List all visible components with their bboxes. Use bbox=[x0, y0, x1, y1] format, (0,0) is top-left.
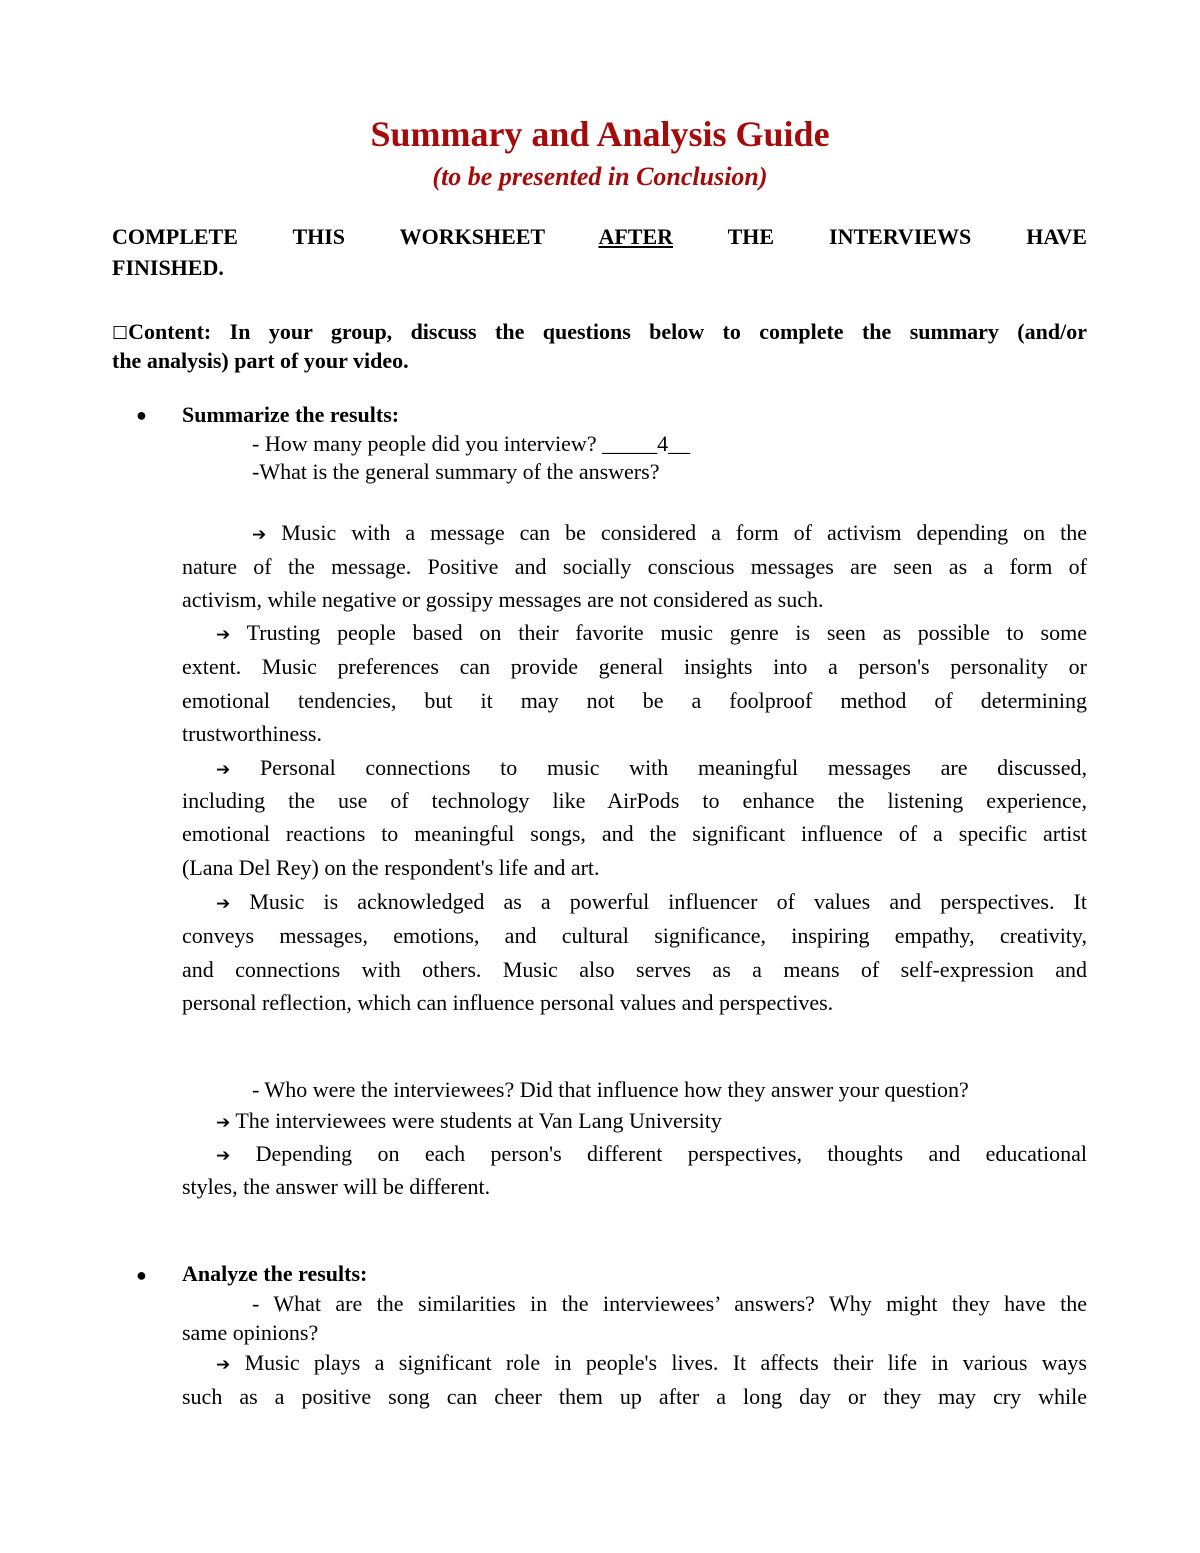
answer-1-line-2: nature of the message. Positive and socially conscious messages are seen as a form of bbox=[182, 554, 1087, 579]
bullet-icon: ● bbox=[136, 1265, 147, 1285]
instruction-line-1 bbox=[112, 222, 1087, 252]
instruction-part-2: THE INTERVIEWS HAVE bbox=[727, 224, 1087, 249]
influence-answer-line-1: ➔ Depending on each person's different perspectives, thoughts and educational bbox=[216, 1141, 1087, 1166]
influence-answer-line-2: styles, the answer will be different. bbox=[182, 1174, 491, 1199]
bullet-icon: ● bbox=[136, 405, 147, 425]
summarize-heading: Summarize the results: bbox=[182, 402, 400, 427]
arrow-icon: ➔ bbox=[216, 894, 231, 914]
question-similarities-line-1: - What are the similarities in the interviewees’ answers? Why might they have the bbox=[252, 1291, 1087, 1316]
question-similarities-line-2: same opinions? bbox=[182, 1320, 319, 1345]
answer-4-line-3: and connections with others. Music also serves as a means of self-expression and bbox=[182, 957, 1087, 982]
similarities-answer-line-1: ➔ Music plays a significant role in people's lives. It affects their life in various ways bbox=[216, 1350, 1087, 1375]
page-subtitle: (to be presented in Conclusion) bbox=[432, 162, 768, 191]
arrow-icon: ➔ bbox=[216, 1113, 231, 1133]
content-line-2: the analysis) part of your video. bbox=[112, 348, 409, 373]
answer-1-line-1: ➔ Music with a message can be considered a form of activism depending on the bbox=[252, 520, 1087, 545]
answer-3-line-1: ➔ Personal connections to music with meaningful messages are discussed, bbox=[216, 755, 1087, 780]
answer-1-line-3: activism, while negative or gossipy messages are not considered as such. bbox=[182, 587, 824, 612]
instruction-part-1: COMPLETE THIS WORKSHEET bbox=[112, 224, 545, 249]
question-general-summary: -What is the general summary of the answers? bbox=[252, 459, 660, 484]
instruction-line-2: FINISHED. bbox=[112, 255, 224, 280]
arrow-icon: ➔ bbox=[216, 1355, 231, 1375]
content-line-1 bbox=[112, 317, 1087, 349]
answer-4-line-1: ➔ Music is acknowledged as a powerful influencer of values and perspectives. It bbox=[216, 889, 1087, 914]
question-interview-count: - How many people did you interview? _____4__ bbox=[252, 431, 691, 456]
answer-3-line-2: including the use of technology like AirPods to enhance the listening experience, bbox=[182, 788, 1087, 813]
arrow-icon: ➔ bbox=[252, 525, 267, 545]
checkbox-icon: ☐ bbox=[112, 323, 129, 344]
page-title: Summary and Analysis Guide bbox=[370, 114, 830, 154]
question-interviewees: - Who were the interviewees? Did that influence how they answer your question? bbox=[252, 1077, 969, 1102]
answer-2-line-4: trustworthiness. bbox=[182, 721, 322, 746]
arrow-icon: ➔ bbox=[216, 760, 231, 780]
answer-4-line-4: personal reflection, which can influence personal values and perspectives. bbox=[182, 990, 834, 1015]
answer-2-line-1: ➔ Trusting people based on their favorite music genre is seen as possible to some bbox=[216, 620, 1087, 645]
content-text: Content: In your group, discuss the questions below to complete the summary (and/or bbox=[128, 319, 1087, 344]
answer-3-line-3: emotional reactions to meaningful songs, and the significant influence of a specific artist bbox=[182, 821, 1087, 846]
answer-4-line-2: conveys messages, emotions, and cultural significance, inspiring empathy, creativity, bbox=[182, 923, 1087, 948]
answer-2-line-3: emotional tendencies, but it may not be a foolproof method of determining bbox=[182, 688, 1087, 713]
arrow-icon: ➔ bbox=[216, 625, 231, 645]
arrow-icon: ➔ bbox=[216, 1146, 231, 1166]
analyze-heading: Analyze the results: bbox=[182, 1261, 368, 1286]
instruction-emphasis: AFTER bbox=[598, 224, 674, 249]
interviewees-answer-line: ➔ The interviewees were students at Van Lang University bbox=[216, 1108, 722, 1133]
similarities-answer-line-2: such as a positive song can cheer them up after a long day or they may cry while bbox=[182, 1384, 1087, 1409]
answer-3-line-4: (Lana Del Rey) on the respondent's life and art. bbox=[182, 855, 600, 880]
answer-2-line-2: extent. Music preferences can provide general insights into a person's personality or bbox=[182, 654, 1087, 679]
